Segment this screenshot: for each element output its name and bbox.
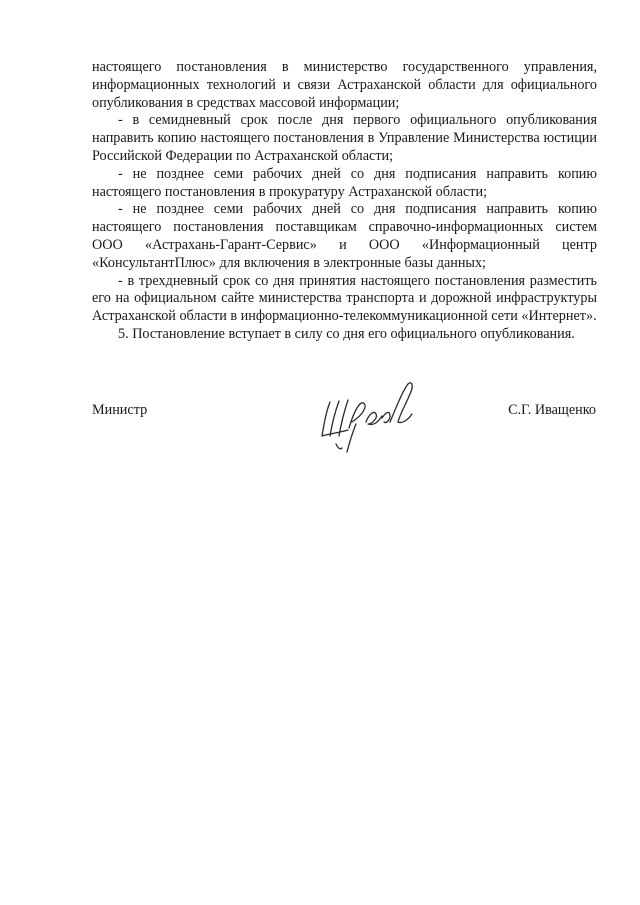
paragraph-website-publication: - в трехдневный срок со дня принятия настоящего постановления разместить его на официальном сайте министерства транспорта и дорожной инфраструктуры Астраханской области в информационно-телекоммуникационной сети «Интернет». xyxy=(92,272,597,325)
paragraph-legal-systems-copy: - не позднее семи рабочих дней со дня подписания направить копию настоящего постановления поставщикам справочно-информационных систем ООО «Астрахань-Гарант-Сервис» и ООО «Информационный центр «КонсультантПлюс» для включения в электронные базы данных; xyxy=(92,201,597,271)
handwritten-signature xyxy=(312,378,424,456)
document-body xyxy=(92,59,597,344)
paragraph-justice-copy: - в семидневный срок после дня первого официального опубликования направить копию настоящего постановления в Управление Министерства юстиции Российской Федерации по Астраханской области; xyxy=(92,112,597,164)
signatory-role: Министр xyxy=(92,402,148,418)
signatory-name: С.Г. Иващенко xyxy=(508,402,596,418)
paragraph-entry-into-force: 5. Постановление вступает в силу со дня его официального опубликования. xyxy=(118,325,575,342)
paragraph-continuation: настоящего постановления в министерство государственного управления, информационных технологий и связи Астраханской области для официального опубликования в средствах массовой информации; xyxy=(92,59,597,111)
paragraph-prosecutor-copy: - не позднее семи рабочих дней со дня подписания направить копию настоящего постановления в прокуратуру Астраханской области; xyxy=(92,165,597,200)
